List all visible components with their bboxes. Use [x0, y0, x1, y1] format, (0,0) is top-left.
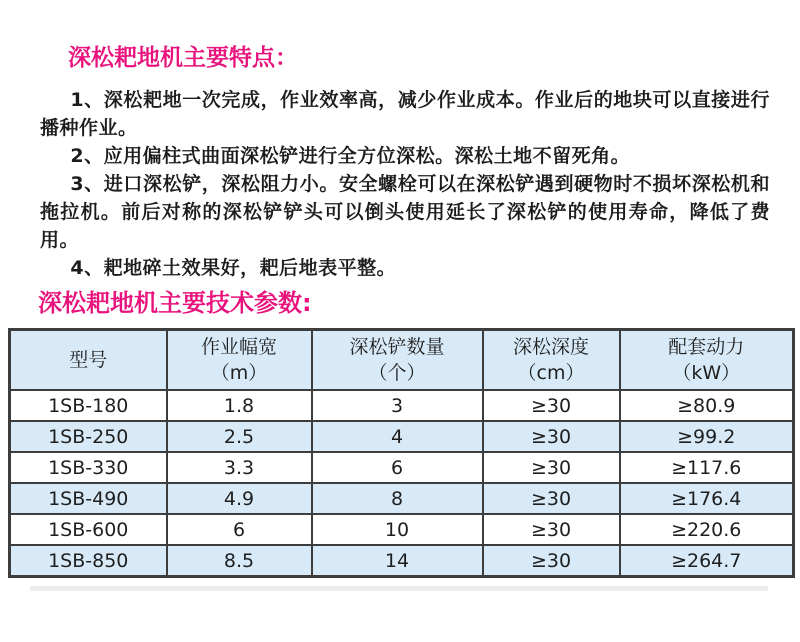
table-row-1sb-490 — [10, 483, 794, 514]
cell-model: 1SB-490 — [10, 483, 167, 514]
cell-power: ≥220.6 — [620, 514, 794, 545]
cell-working-width: 3.3 — [167, 452, 312, 483]
col-header-depth-unit: （cm） — [517, 362, 585, 384]
table-row-1sb-330 — [10, 452, 794, 483]
cell-depth: ≥30 — [483, 452, 620, 483]
col-header-depth — [483, 330, 620, 391]
cell-shovel-count: 6 — [312, 452, 483, 483]
table-row-1sb-250 — [10, 421, 794, 452]
cell-depth: ≥30 — [483, 390, 620, 421]
cell-shovel-count: 14 — [312, 545, 483, 577]
cell-depth: ≥30 — [483, 421, 620, 452]
cell-model: 1SB-850 — [10, 545, 167, 577]
table-shadow — [30, 586, 768, 591]
col-header-power — [620, 330, 794, 391]
table-row-1sb-600 — [10, 514, 794, 545]
col-header-shovel-count-unit: （个） — [368, 362, 426, 384]
table-row-1sb-180 — [10, 390, 794, 421]
cell-power: ≥80.9 — [620, 390, 794, 421]
cell-model: 1SB-600 — [10, 514, 167, 545]
cell-depth: ≥30 — [483, 514, 620, 545]
col-header-shovel-count-name: 深松铲数量 — [349, 336, 445, 358]
col-header-depth-name: 深松深度 — [512, 336, 589, 358]
cell-shovel-count: 3 — [312, 390, 483, 421]
cell-shovel-count: 8 — [312, 483, 483, 514]
cell-power: ≥99.2 — [620, 421, 794, 452]
col-header-working-width — [167, 330, 312, 391]
cell-depth: ≥30 — [483, 483, 620, 514]
cell-depth: ≥30 — [483, 545, 620, 577]
col-header-shovel-count — [312, 330, 483, 391]
feature-item-3: 3、进口深松铲，深松阻力小。安全螺栓可以在深松铲遇到硬物时不损坏深松机和拖拉机。前后对称的深松铲铲头可以倒头使用延长了深松铲的使用寿命，降低了费用。 — [40, 173, 770, 251]
cell-working-width: 8.5 — [167, 545, 312, 577]
cell-model: 1SB-330 — [10, 452, 167, 483]
cell-working-width: 2.5 — [167, 421, 312, 452]
feature-item-1: 1、深松耙地一次完成，作业效率高，减少作业成本。作业后的地块可以直接进行播种作业。 — [40, 89, 770, 139]
specs-table-header — [10, 330, 794, 391]
cell-shovel-count: 4 — [312, 421, 483, 452]
features-list — [40, 86, 770, 282]
header-row — [10, 330, 794, 391]
specs-section-title: 深松耙地机主要技术参数: — [38, 289, 312, 317]
col-header-power-name: 配套动力 — [668, 336, 745, 358]
cell-working-width: 4.9 — [167, 483, 312, 514]
document — [0, 42, 800, 642]
col-header-model — [10, 330, 167, 391]
col-header-power-unit: （kW） — [672, 362, 741, 384]
specs-table-body — [10, 390, 794, 577]
cell-model: 1SB-250 — [10, 421, 167, 452]
specs-table — [8, 328, 795, 578]
cell-shovel-count: 10 — [312, 514, 483, 545]
col-header-working-width-unit: （m） — [210, 362, 268, 384]
cell-power: ≥264.7 — [620, 545, 794, 577]
feature-item-4: 4、耙地碎土效果好，耙后地表平整。 — [70, 257, 397, 279]
feature-item-2: 2、应用偏柱式曲面深松铲进行全方位深松。深松土地不留死角。 — [70, 145, 631, 167]
table-row-1sb-850 — [10, 545, 794, 577]
col-header-working-width-name: 作业幅宽 — [200, 336, 277, 358]
cell-power: ≥117.6 — [620, 452, 794, 483]
cell-power: ≥176.4 — [620, 483, 794, 514]
col-header-model-name: 型号 — [69, 349, 108, 371]
cell-model: 1SB-180 — [10, 390, 167, 421]
features-section-title: 深松耙地机主要特点： — [68, 45, 298, 71]
cell-working-width: 1.8 — [167, 390, 312, 421]
cell-working-width: 6 — [167, 514, 312, 545]
page — [0, 42, 800, 642]
